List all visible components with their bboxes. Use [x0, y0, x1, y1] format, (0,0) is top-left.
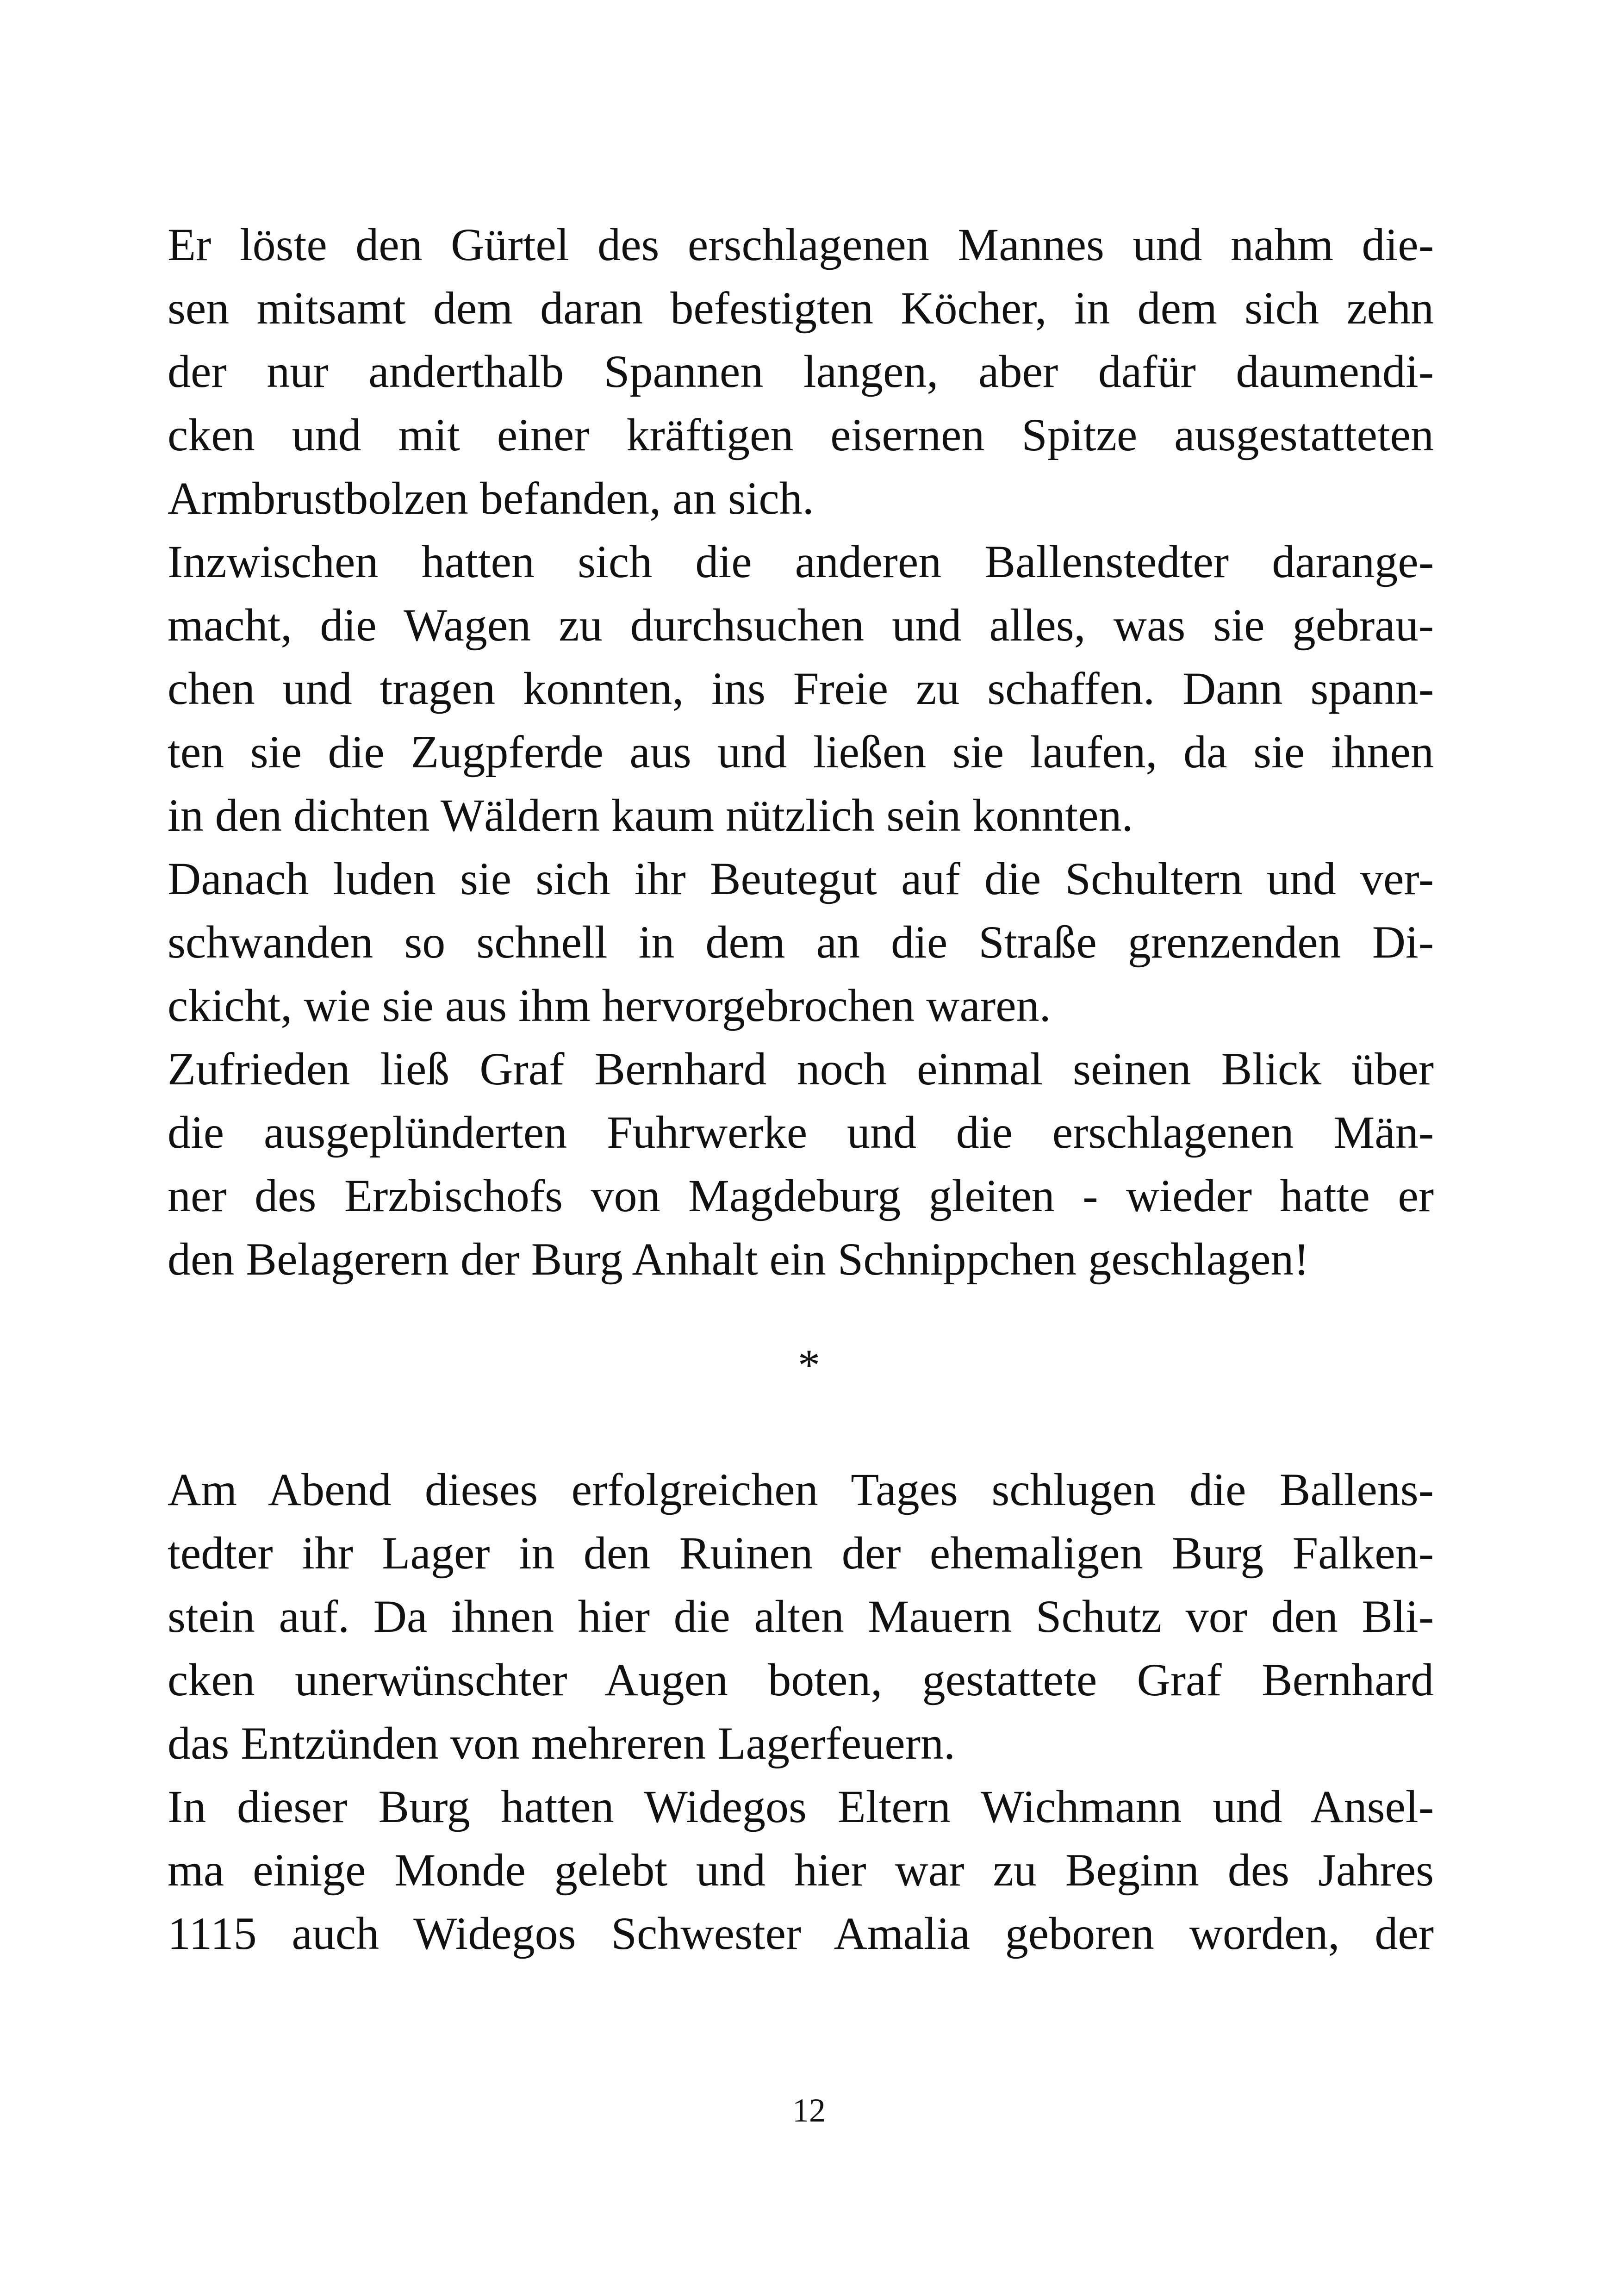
text-line: tedter ihr Lager in den Ruinen der ehemaligen Burg Falken-: [168, 1527, 1434, 1579]
text-line: Zufrieden ließ Graf Bernhard noch einmal seinen Blick über: [168, 1043, 1434, 1095]
paragraph: [168, 213, 1434, 530]
text-line: macht, die Wagen zu durchsuchen und alles, was sie gebrau-: [168, 599, 1434, 651]
text-line: chen und tragen konnten, ins Freie zu schaffen. Dann spann-: [168, 663, 1434, 714]
paragraph: [168, 530, 1434, 847]
page-number: 12: [792, 2092, 826, 2129]
text-line: in den dichten Wäldern kaum nützlich sein konnten.: [168, 790, 1133, 841]
text-line: schwanden so schnell in dem an die Straße grenzenden Di-: [168, 916, 1434, 968]
text-line: Danach luden sie sich ihr Beutegut auf die Schultern und ver-: [168, 853, 1434, 904]
text-line: sen mitsamt dem daran befestigten Köcher, in dem sich zehn: [168, 282, 1434, 334]
text-line: Inzwischen hatten sich die anderen Ballenstedter darange-: [168, 536, 1434, 587]
paragraph: [168, 1458, 1434, 1775]
text-line: ten sie die Zugpferde aus und ließen sie laufen, da sie ihnen: [168, 726, 1434, 778]
text-line: das Entzünden von mehreren Lagerfeuern.: [168, 1717, 956, 1769]
text-line: 1115 auch Widegos Schwester Amalia geboren worden, der: [168, 1908, 1434, 1959]
text-line: In dieser Burg hatten Widegos Eltern Wichmann und Ansel-: [168, 1781, 1434, 1832]
text-line: Am Abend dieses erfolgreichen Tages schlugen die Ballens-: [168, 1464, 1434, 1515]
text-line: die ausgeplünderten Fuhrwerke und die erschlagenen Män-: [168, 1107, 1434, 1158]
text-block-top: [168, 213, 1434, 1291]
paragraph: [168, 847, 1434, 1037]
text-line: den Belagerern der Burg Anhalt ein Schnippchen geschlagen!: [168, 1233, 1309, 1285]
text-line: cken unerwünschter Augen boten, gestattete Graf Bernhard: [168, 1654, 1434, 1705]
text-line: ckicht, wie sie aus ihm hervorgebrochen waren.: [168, 980, 1051, 1031]
text-line: ner des Erzbischofs von Magdeburg gleiten - wieder hatte er: [168, 1170, 1434, 1221]
text-line: ma einige Monde gelebt und hier war zu Beginn des Jahres: [168, 1844, 1434, 1896]
text-block-bottom: [168, 1458, 1434, 1965]
text-line: der nur anderthalb Spannen langen, aber dafür daumendi-: [168, 346, 1434, 397]
paragraph: [168, 1775, 1434, 1965]
text-line: stein auf. Da ihnen hier die alten Mauern Schutz vor den Bli-: [168, 1591, 1434, 1642]
text-line: cken und mit einer kräftigen eisernen Spitze ausgestatteten: [168, 409, 1434, 460]
text-line: Er löste den Gürtel des erschlagenen Mannes und nahm die-: [168, 219, 1434, 270]
paragraph: [168, 1037, 1434, 1291]
section-separator: *: [798, 1340, 820, 1390]
text-line: Armbrustbolzen befanden, an sich.: [168, 473, 814, 524]
